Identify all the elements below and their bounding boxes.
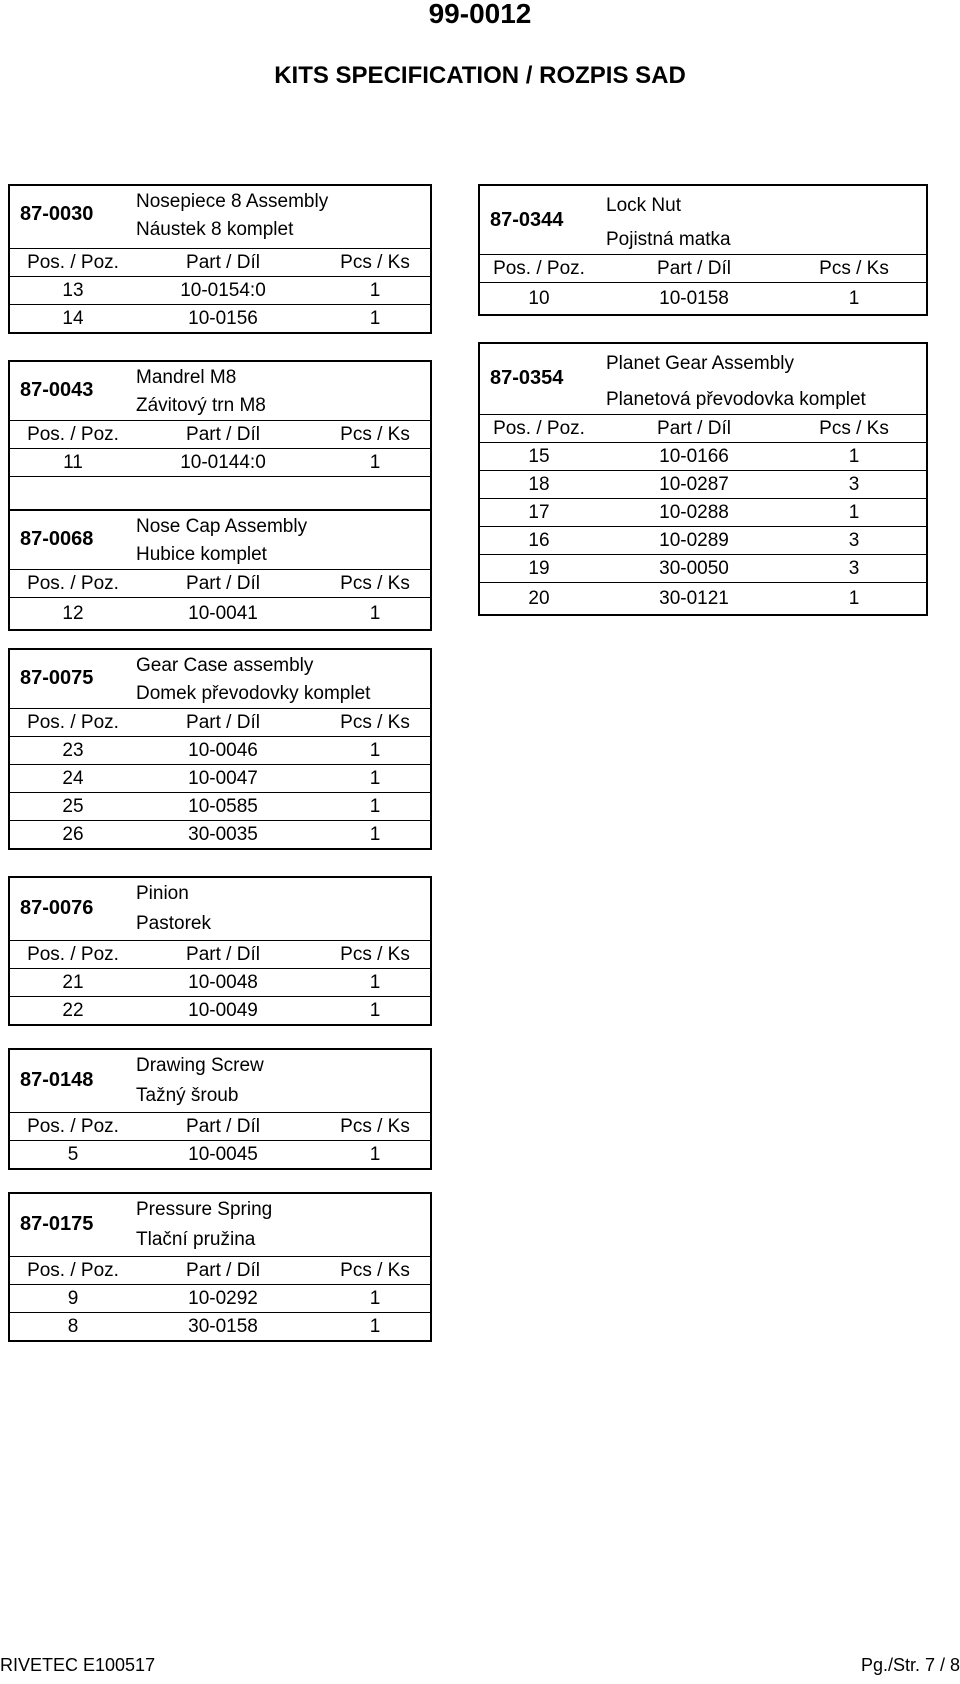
row-pcs: 1 xyxy=(848,501,860,523)
col-pcs: Pcs / Ks xyxy=(340,251,410,273)
kit-87-0075 xyxy=(8,648,432,850)
table-row xyxy=(480,282,926,314)
column-headers xyxy=(10,1112,430,1140)
col-pcs: Pcs / Ks xyxy=(340,943,410,965)
kit-header xyxy=(10,650,430,708)
column-headers xyxy=(10,569,430,597)
kit-code: 87-0148 xyxy=(20,1069,94,1091)
kit-code: 87-0175 xyxy=(20,1213,94,1235)
table-row xyxy=(480,498,926,526)
row-pos: 18 xyxy=(528,473,550,495)
kit-code: 87-0075 xyxy=(20,667,94,689)
row-pos: 22 xyxy=(62,999,84,1021)
col-part: Part / Díl xyxy=(186,1259,260,1281)
kit-name-en: Gear Case assembly xyxy=(136,655,314,676)
kit-name-en: Mandrel M8 xyxy=(136,367,237,388)
kit-code: 87-0030 xyxy=(20,203,94,225)
col-part: Part / Díl xyxy=(657,417,731,439)
row-part: 10-0046 xyxy=(188,739,258,761)
kit-name-cz: Pojistná matka xyxy=(606,229,731,250)
col-pos: Pos. / Poz. xyxy=(27,423,119,445)
row-part: 10-0585 xyxy=(188,795,258,817)
column-headers xyxy=(10,1256,430,1284)
row-pos: 17 xyxy=(528,501,550,523)
row-pos: 8 xyxy=(67,1315,79,1337)
row-pcs: 1 xyxy=(369,1315,381,1337)
table-row xyxy=(10,996,430,1024)
col-part: Part / Díl xyxy=(186,251,260,273)
column-headers xyxy=(10,708,430,736)
row-part: 30-0035 xyxy=(188,823,258,845)
kit-name-en: Drawing Screw xyxy=(136,1055,264,1076)
col-pcs: Pcs / Ks xyxy=(340,423,410,445)
kit-header xyxy=(10,1050,430,1112)
kit-spacer xyxy=(10,476,430,509)
row-pos: 14 xyxy=(62,307,84,329)
row-part: 30-0158 xyxy=(188,1315,258,1337)
row-pcs: 3 xyxy=(848,529,860,551)
col-part: Part / Díl xyxy=(186,711,260,733)
row-pos: 25 xyxy=(62,795,84,817)
kit-code: 87-0344 xyxy=(490,209,564,231)
row-pos: 26 xyxy=(62,823,84,845)
row-part: 10-0144:0 xyxy=(180,451,266,473)
row-pos: 15 xyxy=(528,445,550,467)
table-row xyxy=(480,554,926,582)
row-pcs: 1 xyxy=(369,823,381,845)
kit-name-cz: Náustek 8 komplet xyxy=(136,219,294,240)
row-part: 10-0047 xyxy=(188,767,258,789)
table-row xyxy=(10,736,430,764)
table-row xyxy=(10,792,430,820)
kit-header xyxy=(10,186,430,248)
kit-header xyxy=(10,362,430,420)
table-row xyxy=(480,442,926,470)
column-headers xyxy=(480,414,926,442)
col-pcs: Pcs / Ks xyxy=(340,572,410,594)
row-pcs: 1 xyxy=(369,739,381,761)
col-pos: Pos. / Poz. xyxy=(27,1259,119,1281)
kit-name-cz: Hubice komplet xyxy=(136,544,267,565)
kit-87-0148 xyxy=(8,1048,432,1170)
row-pos: 21 xyxy=(62,971,84,993)
kit-code: 87-0043 xyxy=(20,379,94,401)
column-headers xyxy=(480,254,926,282)
row-pos: 16 xyxy=(528,529,550,551)
col-part: Part / Díl xyxy=(186,572,260,594)
row-part: 30-0050 xyxy=(659,557,729,579)
table-row xyxy=(10,304,430,332)
kit-name-en: Nosepiece 8 Assembly xyxy=(136,191,329,212)
row-part: 10-0292 xyxy=(188,1287,258,1309)
row-pcs: 1 xyxy=(369,767,381,789)
column-headers xyxy=(10,420,430,448)
kit-name-cz: Závitový trn M8 xyxy=(136,395,266,416)
col-part: Part / Díl xyxy=(186,943,260,965)
row-pos: 20 xyxy=(528,587,550,609)
kit-name-en: Nose Cap Assembly xyxy=(136,516,308,537)
row-part: 10-0049 xyxy=(188,999,258,1021)
row-part: 10-0154:0 xyxy=(180,279,266,301)
row-pos: 13 xyxy=(62,279,84,301)
col-part: Part / Díl xyxy=(186,1115,260,1137)
col-pcs: Pcs / Ks xyxy=(819,257,889,279)
row-part: 10-0288 xyxy=(659,501,729,523)
col-part: Part / Díl xyxy=(657,257,731,279)
footer-page-number: Pg./Str. 7 / 8 xyxy=(860,1655,960,1675)
row-pcs: 1 xyxy=(848,445,860,467)
kit-name-cz: Pastorek xyxy=(136,913,211,934)
footer-doc-code: RIVETEC E100517 xyxy=(0,1655,156,1675)
table-row xyxy=(480,526,926,554)
kit-name-en: Planet Gear Assembly xyxy=(606,353,794,374)
kit-name-en: Pressure Spring xyxy=(136,1199,273,1220)
row-pcs: 1 xyxy=(369,971,381,993)
kit-code: 87-0354 xyxy=(490,367,564,389)
row-pcs: 1 xyxy=(369,451,381,473)
row-pcs: 1 xyxy=(848,587,860,609)
row-pos: 11 xyxy=(63,451,83,473)
table-row xyxy=(10,597,430,629)
kit-code: 87-0076 xyxy=(20,897,94,919)
col-pos: Pos. / Poz. xyxy=(27,572,119,594)
kit-header xyxy=(480,186,926,254)
table-row xyxy=(10,448,430,476)
row-pcs: 1 xyxy=(369,1143,381,1165)
kit-name-cz: Tažný šroub xyxy=(136,1085,239,1106)
row-pos: 23 xyxy=(62,739,84,761)
row-pcs: 1 xyxy=(369,279,381,301)
row-part: 10-0048 xyxy=(188,971,258,993)
row-part: 30-0121 xyxy=(659,587,729,609)
row-part: 10-0041 xyxy=(188,602,258,624)
kit-header xyxy=(10,878,430,940)
kit-header xyxy=(10,509,430,569)
kit-name-cz: Planetová převodovka komplet xyxy=(606,389,866,410)
table-row xyxy=(10,1140,430,1168)
row-pos: 5 xyxy=(67,1143,79,1165)
col-pos: Pos. / Poz. xyxy=(27,711,119,733)
kit-87-0344 xyxy=(478,184,928,316)
row-part: 10-0289 xyxy=(659,529,729,551)
document-number: 99-0012 xyxy=(428,0,532,29)
row-part: 10-0287 xyxy=(659,473,729,495)
kit-name-cz: Domek převodovky komplet xyxy=(136,683,371,704)
kit-87-0354 xyxy=(478,342,928,616)
row-pcs: 1 xyxy=(369,999,381,1021)
col-pos: Pos. / Poz. xyxy=(493,257,585,279)
kit-name-en: Lock Nut xyxy=(606,195,681,216)
column-headers xyxy=(10,940,430,968)
table-row xyxy=(10,820,430,848)
table-row xyxy=(10,968,430,996)
col-pcs: Pcs / Ks xyxy=(340,1115,410,1137)
kit-87-0076 xyxy=(8,876,432,1026)
table-row xyxy=(10,764,430,792)
row-pos: 12 xyxy=(62,602,84,624)
row-pcs: 1 xyxy=(369,602,381,624)
col-pos: Pos. / Poz. xyxy=(27,1115,119,1137)
row-pcs: 1 xyxy=(369,1287,381,1309)
row-pos: 24 xyxy=(62,767,84,789)
col-pos: Pos. / Poz. xyxy=(27,251,119,273)
col-pcs: Pcs / Ks xyxy=(340,711,410,733)
kit-header xyxy=(480,344,926,414)
table-row xyxy=(480,582,926,614)
col-pcs: Pcs / Ks xyxy=(340,1259,410,1281)
column-headers xyxy=(10,248,430,276)
row-part: 10-0045 xyxy=(188,1143,258,1165)
row-part: 10-0156 xyxy=(188,307,258,329)
kit-87-0175 xyxy=(8,1192,432,1342)
row-part: 10-0166 xyxy=(659,445,729,467)
kit-header xyxy=(10,1194,430,1256)
row-pcs: 1 xyxy=(369,795,381,817)
kit-name-en: Pinion xyxy=(136,883,189,904)
table-row xyxy=(480,470,926,498)
kit-name-cz: Tlační pružina xyxy=(136,1229,256,1250)
col-pcs: Pcs / Ks xyxy=(819,417,889,439)
col-pos: Pos. / Poz. xyxy=(27,943,119,965)
table-row xyxy=(10,1312,430,1340)
row-pos: 10 xyxy=(528,287,550,309)
row-pcs: 3 xyxy=(848,473,860,495)
row-pos: 19 xyxy=(528,557,550,579)
row-pcs: 3 xyxy=(848,557,860,579)
col-part: Part / Díl xyxy=(186,423,260,445)
kit-group-87-0043-87-0068 xyxy=(8,360,432,631)
row-part: 10-0158 xyxy=(659,287,729,309)
table-row xyxy=(10,1284,430,1312)
row-pcs: 1 xyxy=(848,287,860,309)
col-pos: Pos. / Poz. xyxy=(493,417,585,439)
row-pos: 9 xyxy=(67,1287,79,1309)
kit-code: 87-0068 xyxy=(20,528,94,550)
table-row xyxy=(10,276,430,304)
document-title: KITS SPECIFICATION / ROZPIS SAD xyxy=(274,62,686,89)
kit-87-0030 xyxy=(8,184,432,334)
row-pcs: 1 xyxy=(369,307,381,329)
